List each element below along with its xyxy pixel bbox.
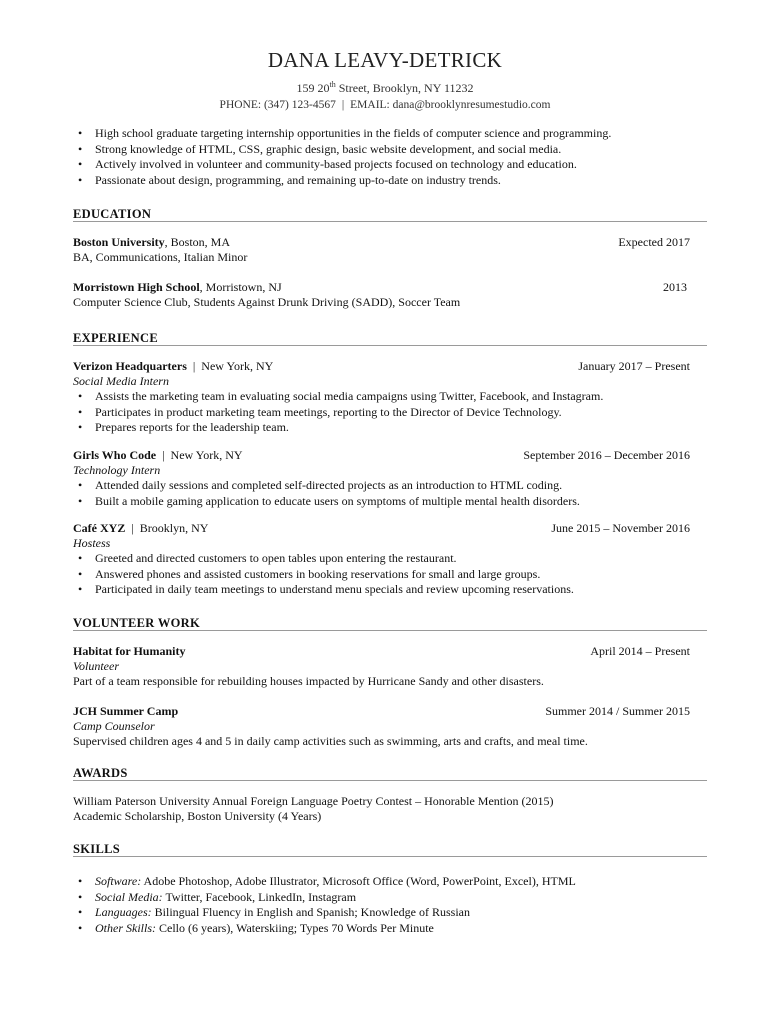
job-bullet: • Answered phones and assisted customers in booking reservations for small and large groups.	[73, 567, 707, 583]
volunteer-detail: Part of a team responsible for rebuilding houses impacted by Hurricane Sandy and other disasters.	[73, 674, 544, 688]
volunteer-org: Habitat for Humanity	[73, 644, 186, 658]
job-separator: |	[131, 521, 134, 535]
job-entry	[73, 521, 707, 598]
job-bullet: • Attended daily sessions and completed self-directed projects as an introduction to HTML coding.	[73, 478, 707, 494]
job-bullets	[73, 389, 707, 436]
job-org: Verizon Headquarters	[73, 359, 187, 373]
skills-list	[73, 874, 707, 936]
summary-list	[73, 126, 707, 188]
education-heading: EDUCATION	[73, 207, 152, 221]
volunteer-divider	[73, 630, 707, 631]
resume-header	[0, 48, 770, 112]
awards-list	[73, 794, 707, 824]
school-location: , Morristown, NJ	[199, 280, 282, 294]
job-separator: |	[192, 359, 196, 373]
address-ordinal-suffix: th	[329, 80, 336, 89]
volunteer-org: JCH Summer Camp	[73, 704, 179, 718]
volunteer-detail: Supervised children ages 4 and 5 in daily camp activities such as swimming, arts and crafts, and meal time.	[73, 734, 588, 748]
education-detail: Computer Science Club, Students Against Drunk Driving (SADD), Soccer Team	[73, 295, 461, 309]
job-separator: |	[162, 448, 165, 462]
job-role: Hostess	[73, 536, 111, 550]
summary-item: • Actively involved in volunteer and community-based projects focused on technology and education.	[73, 157, 707, 173]
volunteer-heading: VOLUNTEER WORK	[73, 616, 201, 630]
address	[0, 78, 770, 95]
skill-label: Languages:	[95, 905, 152, 919]
job-entry	[73, 359, 707, 436]
education-divider	[73, 221, 707, 222]
email: EMAIL: dana@brooklynresumestudio.com	[350, 99, 551, 111]
job-bullet: • Participates in product marketing team meetings, reporting to the Director of Device Technology.	[73, 405, 707, 421]
skills-heading: SKILLS	[73, 842, 120, 856]
summary-item: • Passionate about design, programming, and remaining up-to-date on industry trends.	[73, 173, 707, 189]
education-date: 2013	[663, 280, 687, 294]
skill-label: Social Media:	[95, 889, 163, 904]
candidate-name: DANA LEAVY-DETRICK	[267, 48, 503, 72]
job-date: January 2017 – Present	[578, 359, 690, 373]
skill-text: Twitter, Facebook, LinkedIn, Instagram	[162, 889, 357, 904]
education-entry	[73, 235, 707, 265]
volunteer-role: Volunteer	[73, 659, 119, 673]
school-name: Morristown High School	[73, 280, 200, 294]
skill-label: Software:	[95, 874, 142, 888]
skill-text: Bilingual Fluency in English and Spanish; Knowledge of Russian	[151, 905, 470, 919]
job-bullet: • Greeted and directed customers to open tables upon entering the restaurant.	[73, 551, 707, 567]
address-rest: Street, Brooklyn, NY 11232	[335, 81, 474, 95]
job-role: Social Media Intern	[73, 374, 169, 388]
skills-divider	[73, 856, 707, 857]
job-date: June 2015 – November 2016	[551, 521, 690, 535]
skill-item	[73, 874, 707, 890]
job-location: New York, NY	[201, 359, 274, 373]
volunteer-date: April 2014 – Present	[590, 644, 690, 658]
job-bullet: • Assists the marketing team in evaluating social media campaigns using Twitter, Facebook, and Instagram.	[73, 389, 707, 405]
awards-divider	[73, 780, 707, 781]
job-location: New York, NY	[170, 448, 243, 462]
summary-item: • High school graduate targeting internship opportunities in the fields of computer science and programming.	[73, 126, 707, 142]
award-item: William Paterson University Annual Foreign Language Poetry Contest – Honorable Mention (2015)	[73, 794, 554, 808]
education-date: Expected 2017	[618, 235, 690, 249]
education-detail: BA, Communications, Italian Minor	[73, 250, 248, 264]
school-location: , Boston, MA	[164, 235, 231, 249]
skill-text: Cello (6 years), Waterskiing; Types 70 Words Per Minute	[156, 920, 434, 935]
experience-heading: EXPERIENCE	[73, 331, 158, 345]
job-bullets	[73, 478, 707, 509]
summary-item: • Strong knowledge of HTML, CSS, graphic design, basic website development, and social media.	[73, 142, 707, 158]
job-bullets	[73, 551, 707, 598]
job-bullet: • Participated in daily team meetings to understand menu specials and review upcoming reservations.	[73, 582, 707, 598]
skill-item	[73, 921, 707, 937]
education-entry	[73, 280, 707, 310]
contact-line	[0, 98, 770, 112]
job-org: Café XYZ	[73, 521, 126, 535]
job-org: Girls Who Code	[73, 448, 157, 462]
volunteer-entry	[73, 704, 707, 749]
job-bullet: • Built a mobile gaming application to educate users on symptoms of multiple mental health disorders.	[73, 494, 707, 510]
contact-separator: |	[341, 99, 345, 111]
volunteer-date: Summer 2014 / Summer 2015	[545, 704, 690, 718]
skill-text: Adobe Photoshop, Adobe Illustrator, Microsoft Office (Word, PowerPoint, Excel), HTML	[141, 874, 576, 888]
volunteer-role: Camp Counselor	[73, 719, 155, 733]
summary-section	[73, 126, 707, 188]
job-entry	[73, 448, 707, 509]
school-name: Boston University	[73, 235, 165, 249]
job-location: Brooklyn, NY	[139, 521, 209, 535]
award-item: Academic Scholarship, Boston University (4 Years)	[73, 809, 322, 823]
skills-section	[73, 874, 707, 936]
awards-heading: AWARDS	[73, 766, 128, 780]
job-role: Technology Intern	[73, 463, 161, 477]
skill-label: Other Skills:	[95, 920, 156, 935]
skill-item	[73, 890, 707, 906]
job-date: September 2016 – December 2016	[523, 448, 690, 462]
experience-divider	[73, 345, 707, 346]
skill-item	[73, 905, 707, 921]
address-street-number: 159 20	[296, 81, 330, 95]
phone: PHONE: (347) 123-4567	[219, 99, 336, 111]
volunteer-entry	[73, 644, 707, 689]
job-bullet: • Prepares reports for the leadership team.	[73, 420, 707, 436]
